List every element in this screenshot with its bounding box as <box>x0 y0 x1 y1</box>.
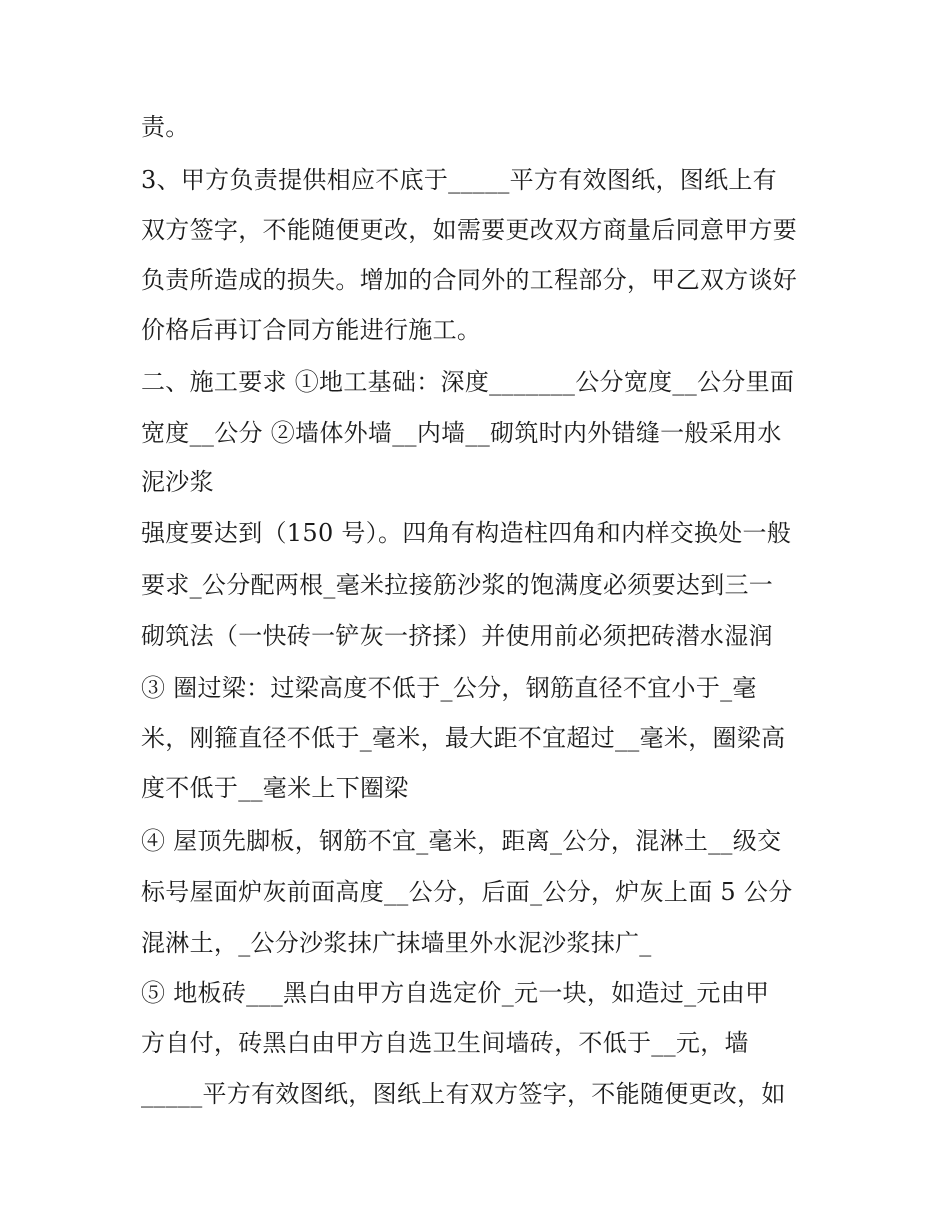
text-line: 方自付，砖黑白由甲方自选卫生间墙砖，不低于__元，墙 <box>141 1029 749 1057</box>
text-line: 度不低于__毫米上下圈梁 <box>141 774 409 802</box>
text-line: 价格后再订合同方能进行施工。 <box>141 316 482 344</box>
text-line: ⑤ 地板砖___黑白由甲方自选定价_元一块，如造过_元由甲 <box>141 979 770 1007</box>
text-line: ③ 圈过梁：过梁高度不低于_公分，钢筋直径不宜小于_毫 <box>141 674 757 702</box>
text-line: 责。 <box>141 113 190 141</box>
text-line: 要求_公分配两根_毫米拉接筋沙浆的饱满度必须要达到三一 <box>141 571 774 599</box>
text-line: ④ 屋顶先脚板，钢筋不宜_毫米，距离_公分，混淋土__级交 <box>141 827 782 855</box>
text-line: 混淋土，_公分沙浆抹广抹墙里外水泥沙浆抹广_ <box>141 929 652 957</box>
text-line: 米，刚箍直径不低于_毫米，最大距不宜超过__毫米，圈梁高 <box>141 724 786 752</box>
text-line: 砌筑法（一快砖一铲灰一挤揉）并使用前必须把砖潜水湿润 <box>141 622 773 650</box>
text-line: 强度要达到（150 号）。四角有构造柱四角和内样交换处一般 <box>141 519 792 547</box>
text-line: 双方签字，不能随便更改，如需要更改双方商量后同意甲方要 <box>141 216 798 244</box>
text-line: 泥沙浆 <box>141 468 214 496</box>
text-line: 负责所造成的损失。增加的合同外的工程部分，甲乙双方谈好 <box>141 266 798 294</box>
text-line: 标号屋面炉灰前面高度__公分，后面_公分，炉灰上面 5 公分 <box>141 878 793 906</box>
text-line: 二、施工要求 ①地工基础：深度_______公分宽度__公分里面 <box>141 368 795 396</box>
text-line: 宽度__公分 ②墙体外墙__内墙__砌筑时内外错缝一般采用水 <box>141 419 782 447</box>
text-line: _____平方有效图纸，图纸上有双方签字，不能随便更改，如 <box>141 1080 786 1108</box>
text-line: 3、甲方负责提供相应不底于_____平方有效图纸，图纸上有 <box>141 166 777 194</box>
